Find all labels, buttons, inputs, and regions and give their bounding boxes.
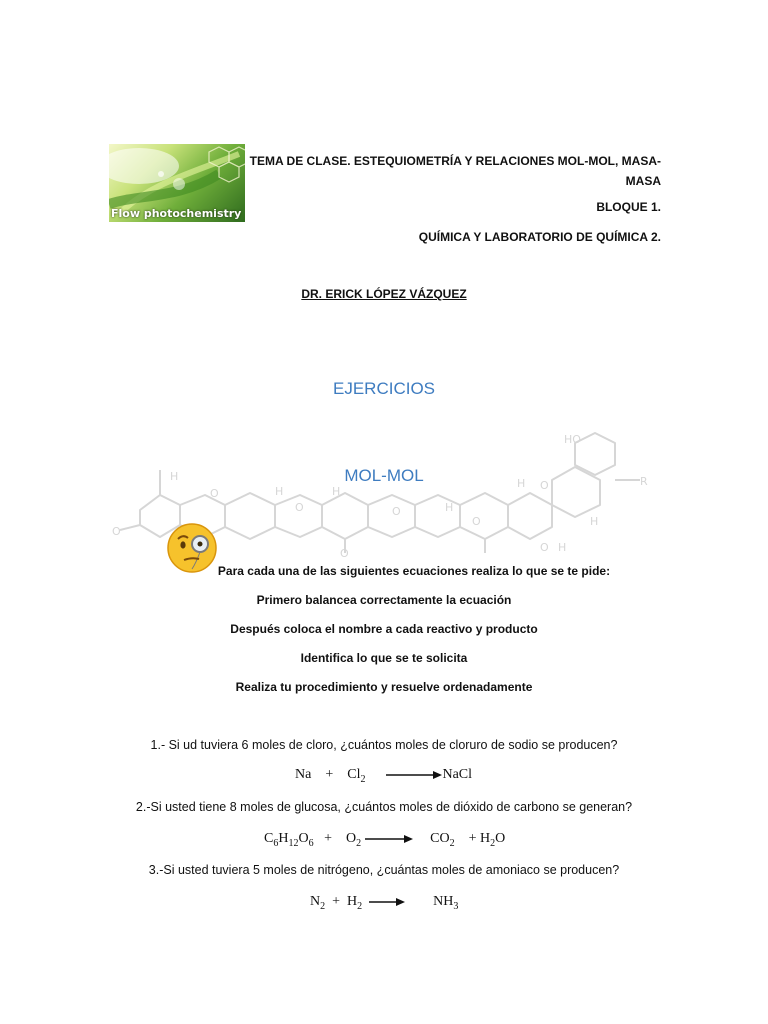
- svg-text:O: O: [112, 525, 121, 538]
- instruction-line: Para cada una de las siguientes ecuaciones realiza lo que se te pide:: [217, 564, 611, 578]
- svg-text:O: O: [295, 501, 304, 514]
- question-2: 2.-Si usted tiene 8 moles de glucosa, ¿cuántos moles de dióxido de carbono se generan?: [135, 800, 633, 814]
- reactant: C: [264, 831, 274, 846]
- block-heading: BLOQUE 1.: [596, 200, 661, 214]
- subscript: 2: [356, 837, 362, 849]
- reaction-arrow-icon: [386, 770, 442, 780]
- subscript: 6: [273, 837, 279, 849]
- reactant: Na: [295, 767, 312, 782]
- subscript: 2: [490, 837, 496, 849]
- reaction-arrow-icon: [369, 897, 405, 907]
- reactant: Cl: [347, 767, 361, 782]
- svg-text:O: O: [540, 541, 549, 554]
- reactant: N: [310, 894, 321, 909]
- svg-text:H: H: [558, 541, 567, 554]
- svg-text:H: H: [170, 470, 179, 483]
- author-name: DR. ERICK LÓPEZ VÁZQUEZ: [301, 287, 467, 301]
- instruction-line: Identifica lo que se te solicita: [300, 651, 468, 665]
- subscript: 2: [360, 773, 366, 785]
- svg-text:O: O: [340, 547, 349, 560]
- instruction-line: Primero balancea correctamente la ecuación: [256, 593, 512, 607]
- product: + H: [468, 831, 491, 846]
- exercises-title: EJERCICIOS: [332, 379, 436, 398]
- svg-text:O: O: [392, 505, 401, 518]
- equation-3: [310, 894, 458, 912]
- topic-heading: TEMA DE CLASE. ESTEQUIOMETRÍA Y RELACIONES MOL-MOL, MASA-MASA: [249, 154, 661, 188]
- svg-text:H: H: [332, 485, 341, 498]
- reaction-arrow-icon: [365, 834, 413, 844]
- svg-text:H: H: [590, 515, 599, 528]
- svg-text:H: H: [517, 477, 526, 490]
- subscript: 6: [308, 837, 314, 849]
- svg-text:HO: HO: [564, 433, 581, 446]
- svg-text:H: H: [275, 485, 284, 498]
- question-3: 3.-Si usted tuviera 5 moles de nitrógeno, ¿cuántas moles de amoniaco se producen?: [148, 863, 620, 877]
- svg-text:R: R: [640, 475, 648, 488]
- product: O: [495, 831, 506, 846]
- plus-sign: +: [324, 831, 332, 846]
- svg-text:O: O: [472, 515, 481, 528]
- reactant: H: [278, 831, 289, 846]
- author-line: [0, 287, 768, 301]
- instruction-line: Realiza tu procedimiento y resuelve ordenadamente: [235, 680, 533, 694]
- reactant: H: [347, 894, 358, 909]
- product: NH: [433, 894, 454, 909]
- course-heading: QUÍMICA Y LABORATORIO DE QUÍMICA 2.: [418, 230, 661, 244]
- reactant: O: [298, 831, 309, 846]
- subscript: 2: [449, 837, 455, 849]
- reactant: O: [346, 831, 357, 846]
- product: NaCl: [442, 767, 473, 782]
- logo-caption: Flow photochemistry: [111, 207, 242, 220]
- equation-1: [295, 767, 472, 785]
- flow-photochemistry-logo: [109, 144, 245, 222]
- svg-text:H: H: [445, 501, 454, 514]
- question-1: 1.- Si ud tuviera 6 moles de cloro, ¿cuántos moles de cloruro de sodio se producen?: [150, 738, 618, 752]
- instruction-line: Después coloca el nombre a cada reactivo y producto: [230, 622, 538, 636]
- equation-2: [264, 831, 505, 849]
- mol-mol-title: MOL-MOL: [344, 466, 424, 485]
- subscript: 2: [320, 900, 326, 912]
- subscript: 12: [288, 837, 299, 849]
- svg-text:O: O: [540, 479, 549, 492]
- subscript: 3: [453, 900, 459, 912]
- plus-sign: +: [332, 894, 341, 909]
- subscript: 2: [357, 900, 363, 912]
- plus-sign: +: [325, 767, 334, 782]
- product: CO: [430, 831, 450, 846]
- svg-text:O: O: [210, 487, 219, 500]
